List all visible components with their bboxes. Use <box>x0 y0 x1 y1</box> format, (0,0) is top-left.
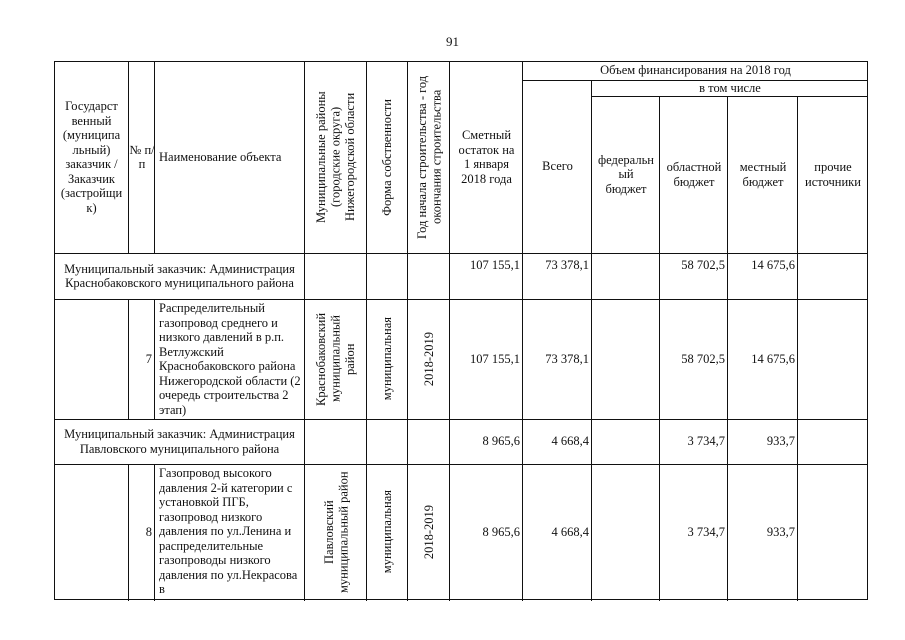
page-number: 91 <box>446 34 459 49</box>
cell-district: Краснобаковский муниципальный район <box>314 312 358 406</box>
header-funding: Объем финансирования на 2018 год <box>600 63 791 78</box>
cell-years: 2018-2019 <box>421 331 436 387</box>
cell-number: 8 <box>145 524 152 539</box>
cell-federal <box>592 299 660 419</box>
cell-total: 73 378,1 <box>545 351 589 366</box>
header-balance: Сметный остаток на 1 января 2018 года <box>458 128 515 186</box>
cell-other <box>798 464 868 600</box>
cell-ownership: муниципальная <box>380 317 395 401</box>
header-object-name: Наименование объекта <box>159 149 282 164</box>
cell-balance: 8 965,6 <box>482 434 520 449</box>
cell-regional: 3 734,7 <box>687 434 725 449</box>
cell-total: 4 668,4 <box>551 434 589 449</box>
cell-district: Павловский муниципальный район <box>321 471 350 593</box>
header-years: Год начала строительства - год окончания строительства <box>414 75 443 239</box>
cell-federal <box>592 419 660 464</box>
cell-federal <box>592 253 660 277</box>
group-customer-pavlovsky: Муниципальный заказчик: Администрация Павловского муниципального района <box>64 427 295 456</box>
cell-total: 4 668,4 <box>551 524 589 539</box>
header-number: № п/п <box>129 142 155 171</box>
cell-object-name: Газопровод высокого давления 2-й категории с установкой ПГБ, газопровод низкого давления по ул.Ленина и распределительные газопроводы низкого давления по ул.Некрасова в <box>159 466 298 596</box>
cell-regional: 3 734,7 <box>687 524 725 539</box>
group-customer-krasnobakovsky: Муниципальный заказчик: Администрация Краснобаковского муниципального района <box>64 261 295 290</box>
cell-regional: 58 702,5 <box>681 351 725 366</box>
cell-ownership: муниципальная <box>380 490 395 574</box>
cell-local: 14 675,6 <box>751 257 795 272</box>
cell-other <box>798 419 868 464</box>
cell-regional: 58 702,5 <box>681 257 725 272</box>
cell-balance: 8 965,6 <box>482 524 520 539</box>
cell-local: 933,7 <box>766 434 795 449</box>
header-regional: областной бюджет <box>666 160 722 189</box>
header-total: Всего <box>542 159 573 174</box>
cell-local: 933,7 <box>766 524 795 539</box>
cell-balance: 107 155,1 <box>470 351 520 366</box>
funding-table <box>54 61 868 601</box>
header-customer: Государст венный (муниципа льный) заказчик / Заказчик (застройщи к) <box>60 99 123 215</box>
header-local: местный бюджет <box>739 160 787 189</box>
header-including: в том числе <box>699 80 761 95</box>
cell-years: 2018-2019 <box>421 504 436 560</box>
header-other: прочие источники <box>805 160 861 189</box>
cell-object-name: Распределительный газопровод среднего и низкого давлений в р.п. Ветлужский Краснобаковского района Нижегородской области (2 очередь строительства 2 этап) <box>159 301 301 417</box>
header-federal: федеральн ый бюджет <box>598 152 654 196</box>
header-ownership: Форма собственности <box>380 98 395 216</box>
cell-number: 7 <box>145 351 152 366</box>
cell-other <box>798 253 868 277</box>
cell-local: 14 675,6 <box>751 351 795 366</box>
header-districts: Муниципальные районы (городские округа) Нижегородской области <box>314 91 358 223</box>
cell-total: 73 378,1 <box>545 257 589 272</box>
cell-other <box>798 299 868 419</box>
cell-balance: 107 155,1 <box>470 257 520 272</box>
cell-federal <box>592 464 660 600</box>
